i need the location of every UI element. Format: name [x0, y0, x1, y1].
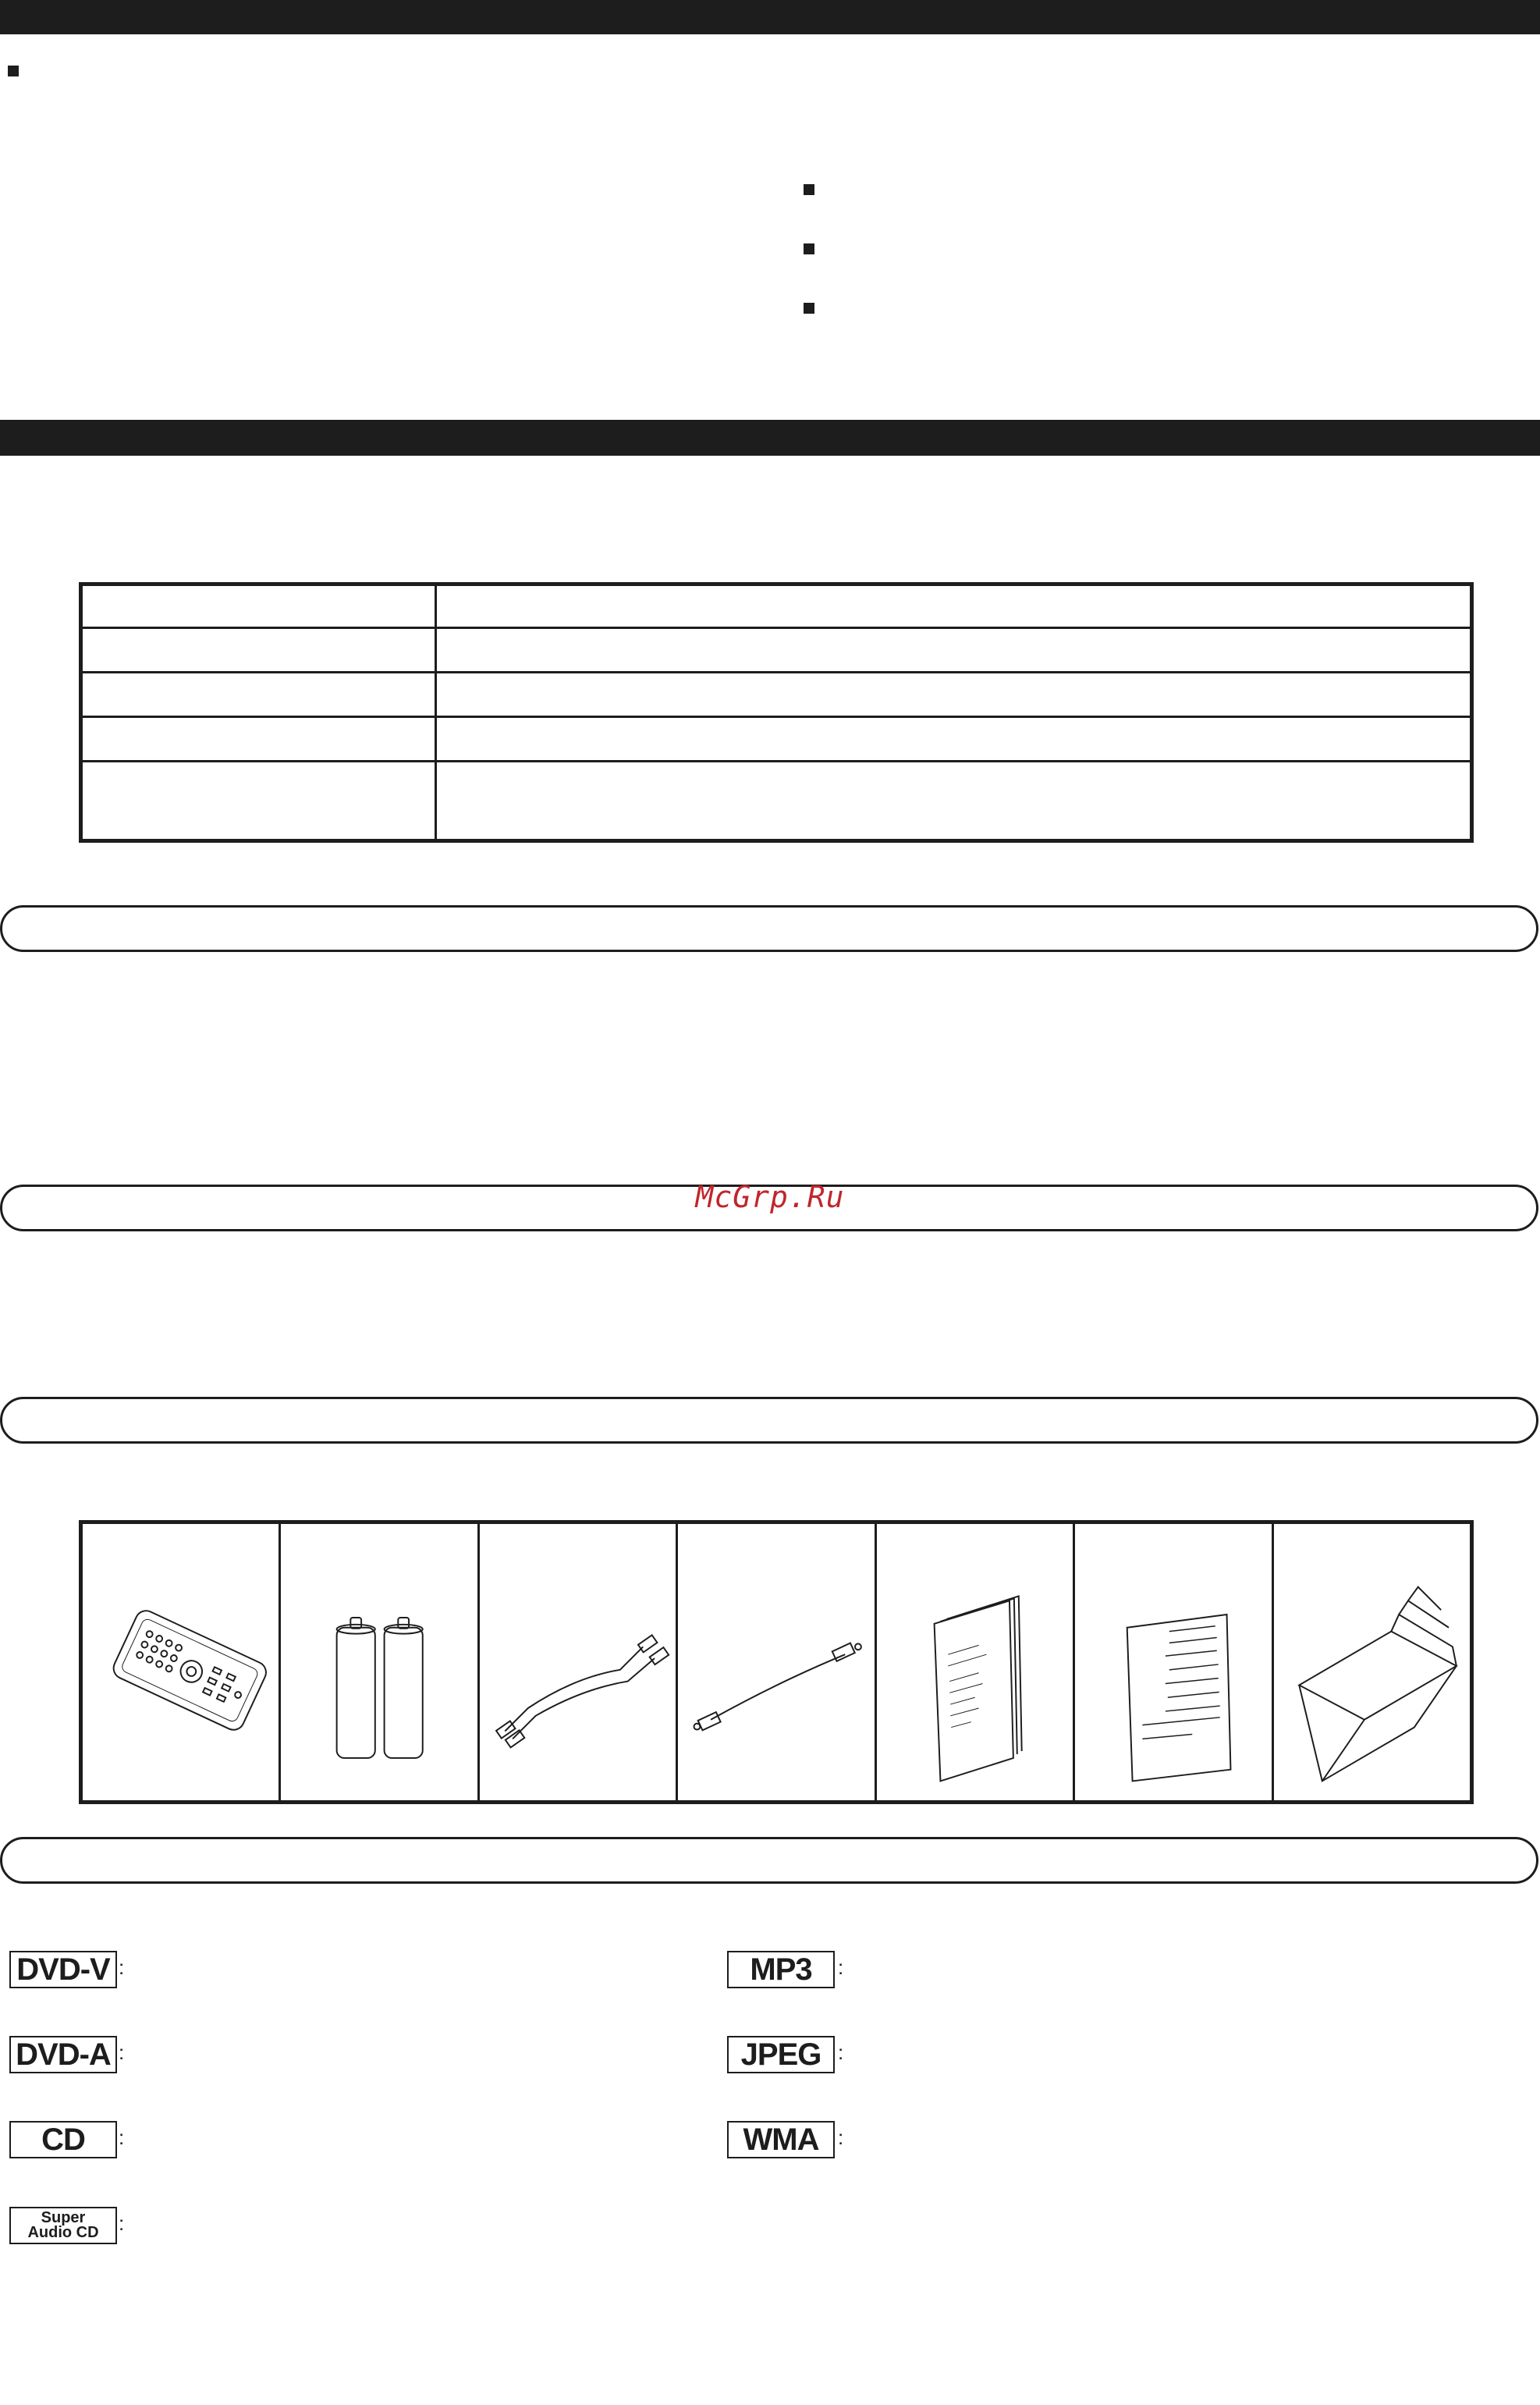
dvd-audio-logo: [9, 2036, 117, 2073]
table-row: [83, 627, 1470, 673]
separator: :: [119, 2211, 125, 2235]
spec-table: [79, 582, 1474, 843]
cd-label: CD: [41, 2122, 85, 2157]
accessory-av-cable: [480, 1524, 678, 1800]
table-row: [83, 716, 1470, 762]
wma-label: WMA: [743, 2122, 819, 2157]
dvd-video-logo: [9, 1951, 117, 1988]
accessory-manual: [877, 1524, 1075, 1800]
bullet-icon: [804, 303, 814, 314]
separator: :: [119, 1956, 125, 1979]
separator: :: [838, 2041, 844, 2064]
accessory-remote: [83, 1524, 281, 1800]
separator: :: [838, 2126, 844, 2149]
subsection-header-4: [0, 1837, 1538, 1884]
section-header-bar-second: [0, 420, 1540, 456]
bullet-icon: [804, 184, 814, 195]
separator: :: [838, 1956, 844, 1979]
mp3-logo: [727, 1951, 835, 1988]
wma-logo: [727, 2121, 835, 2158]
table-row: [83, 760, 1470, 805]
coaxial-cable-icon: [678, 1524, 874, 1800]
jpeg-label: JPEG: [740, 2037, 821, 2072]
bullet-icon: [804, 243, 814, 254]
subsection-header-1: [0, 905, 1538, 952]
subsection-header-3: [0, 1397, 1538, 1444]
accessory-coaxial-cable: [678, 1524, 876, 1800]
jpeg-logo: [727, 2036, 835, 2073]
accessories-table: [79, 1520, 1474, 1804]
accessory-leaflet: [1274, 1524, 1470, 1800]
section-header-bar-top: [0, 0, 1540, 34]
av-cable-icon: [480, 1524, 676, 1800]
separator: :: [119, 2041, 125, 2064]
super-audio-cd-logo: [9, 2207, 117, 2244]
bullet-icon: [8, 66, 19, 76]
accessory-warranty: [1075, 1524, 1273, 1800]
table-row: [83, 671, 1470, 718]
dvd-audio-label: DVD-A: [16, 2037, 111, 2072]
remote-control-icon: [83, 1524, 279, 1800]
sacd-label-line2: Audio CD: [27, 2224, 99, 2241]
manual-booklet-icon: [877, 1524, 1073, 1800]
watermark-text: McGrp.Ru: [695, 1180, 845, 1214]
table-row: [83, 586, 1470, 629]
accessory-batteries: [281, 1524, 479, 1800]
separator: :: [119, 2126, 125, 2149]
cd-logo: [9, 2121, 117, 2158]
warranty-sheet-icon: [1075, 1524, 1271, 1800]
dvd-video-label: DVD-V: [16, 1952, 110, 1987]
mp3-label: MP3: [750, 1952, 812, 1987]
batteries-icon: [281, 1524, 477, 1800]
sacd-label-line1: Super: [41, 2209, 86, 2226]
folded-leaflet-icon: [1274, 1524, 1470, 1800]
